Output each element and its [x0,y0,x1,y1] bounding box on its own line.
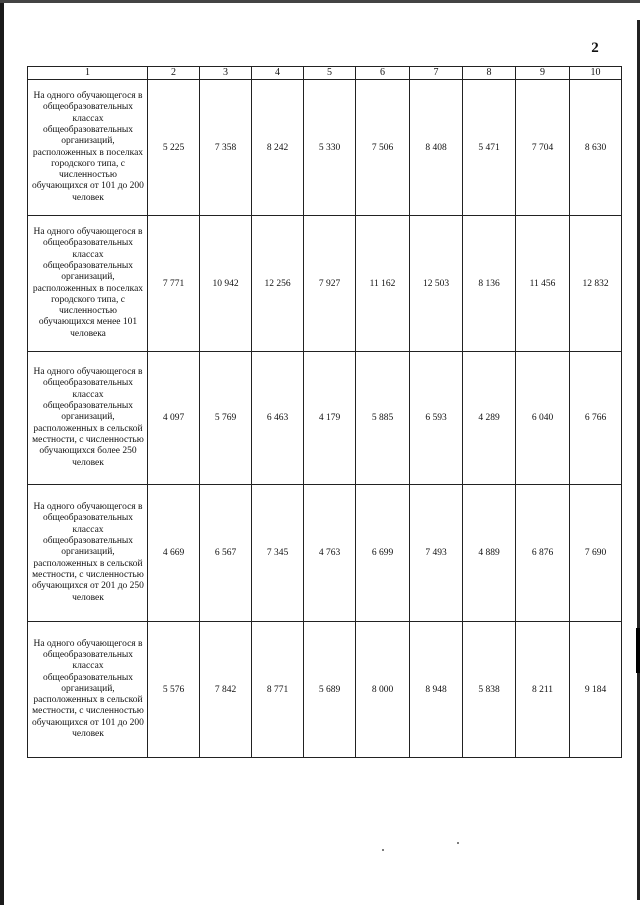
value-cell: 8 000 [356,622,410,758]
value-cell: 7 690 [570,485,622,622]
value-cell: 12 256 [252,216,304,352]
table-row [28,622,622,758]
value-cell: 4 097 [148,352,200,485]
value-cell: 5 885 [356,352,410,485]
scan-speck [457,842,459,844]
value-cell: 6 463 [252,352,304,485]
value-cell: 9 184 [570,622,622,758]
value-cell: 7 506 [356,80,410,216]
value-cell: 10 942 [200,216,252,352]
value-cell: 12 503 [410,216,463,352]
row-label: На одного обучающегося в общеобразовательных классах общеобразовательных организаций, расположенных в сельской местности, с численностью обучающихся более 250 человек [28,352,148,485]
scan-edge-top [0,0,640,3]
value-cell: 12 832 [570,216,622,352]
value-cell: 5 689 [304,622,356,758]
value-cell: 4 763 [304,485,356,622]
header-cell: 3 [200,67,252,80]
value-cell: 8 242 [252,80,304,216]
header-cell: 8 [463,67,516,80]
table-row [28,485,622,622]
value-cell: 7 842 [200,622,252,758]
header-cell: 4 [252,67,304,80]
row-label: На одного обучающегося в общеобразовательных классах общеобразовательных организаций, расположенных в поселках городского типа, с численностью обучающихся от 101 до 200 человек [28,80,148,216]
header-cell: 7 [410,67,463,80]
value-cell: 11 456 [516,216,570,352]
value-cell: 8 136 [463,216,516,352]
value-cell: 7 927 [304,216,356,352]
value-cell: 5 769 [200,352,252,485]
value-cell: 6 040 [516,352,570,485]
row-label: На одного обучающегося в общеобразовательных классах общеобразовательных организаций, расположенных в сельской местности, с численностью обучающихся от 101 до 200 человек [28,622,148,758]
header-cell: 5 [304,67,356,80]
value-cell: 6 593 [410,352,463,485]
value-cell: 7 771 [148,216,200,352]
header-cell: 2 [148,67,200,80]
value-cell: 4 889 [463,485,516,622]
value-cell: 8 948 [410,622,463,758]
value-cell: 4 289 [463,352,516,485]
table-row [28,216,622,352]
value-cell: 8 211 [516,622,570,758]
value-cell: 5 576 [148,622,200,758]
value-cell: 4 669 [148,485,200,622]
value-cell: 7 358 [200,80,252,216]
value-cell: 6 876 [516,485,570,622]
row-label: На одного обучающегося в общеобразовательных классах общеобразовательных организаций, расположенных в сельской местности, с численностью обучающихся от 201 до 250 человек [28,485,148,622]
value-cell: 6 567 [200,485,252,622]
value-cell: 5 838 [463,622,516,758]
page-number: 2 [591,40,599,56]
header-cell: 1 [28,67,148,80]
scan-speck [382,849,384,851]
value-cell: 8 630 [570,80,622,216]
scan-edge-left [0,0,4,905]
value-cell: 5 225 [148,80,200,216]
value-cell: 7 493 [410,485,463,622]
value-cell: 8 408 [410,80,463,216]
header-cell: 9 [516,67,570,80]
value-cell: 5 471 [463,80,516,216]
scan-edge-mark [636,628,640,673]
value-cell: 7 704 [516,80,570,216]
value-cell: 4 179 [304,352,356,485]
header-cell: 6 [356,67,410,80]
value-cell: 8 771 [252,622,304,758]
table-row [28,80,622,216]
header-row [28,67,622,80]
rates-table [27,66,622,758]
value-cell: 11 162 [356,216,410,352]
value-cell: 6 699 [356,485,410,622]
value-cell: 6 766 [570,352,622,485]
value-cell: 5 330 [304,80,356,216]
value-cell: 7 345 [252,485,304,622]
row-label: На одного обучающегося в общеобразовательных классах общеобразовательных организаций, расположенных в поселках городского типа, с численностью обучающихся менее 101 человека [28,216,148,352]
table-row [28,352,622,485]
header-cell: 10 [570,67,622,80]
